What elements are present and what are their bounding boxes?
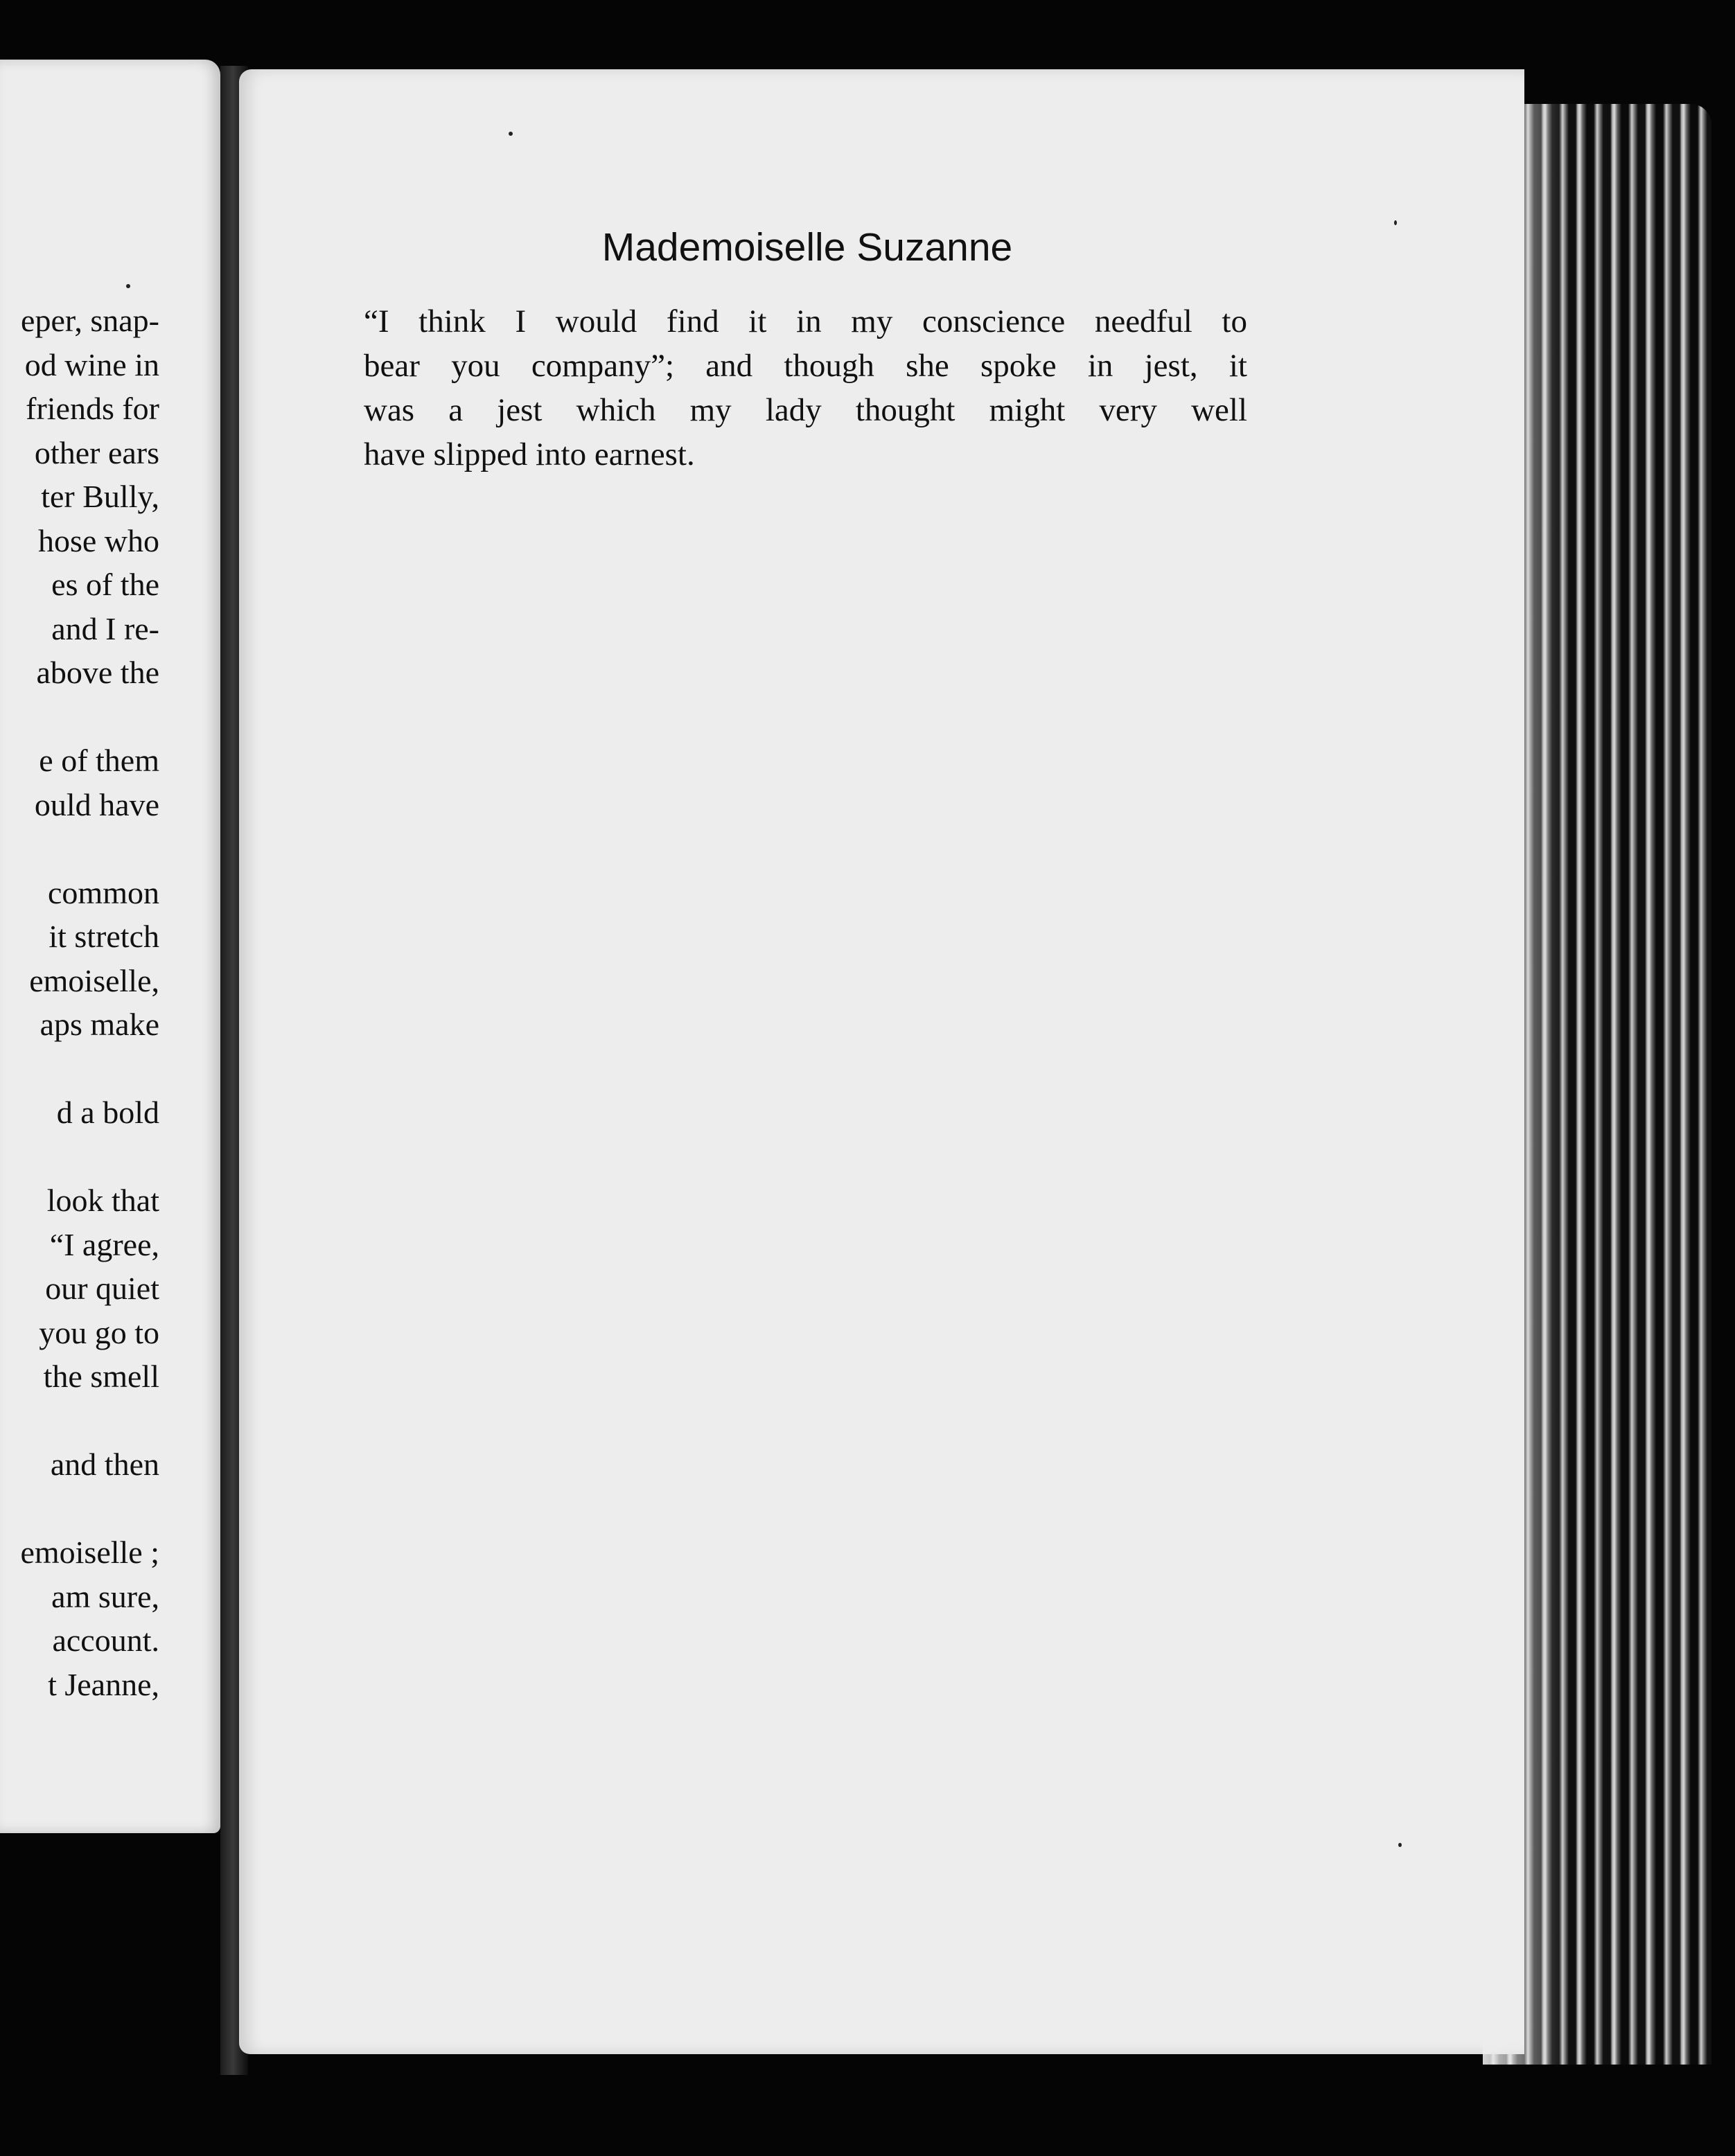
text-line: was a jest which my lady thought might very well bbox=[364, 392, 1247, 428]
text-line: d a bold bbox=[56, 1095, 159, 1130]
text-line: have slipped into earnest. bbox=[364, 436, 695, 472]
text-line: od wine in bbox=[24, 346, 159, 382]
dust-speck bbox=[1394, 220, 1397, 225]
text-line: friends for bbox=[26, 391, 159, 426]
previous-page bbox=[0, 60, 220, 1833]
text-line bbox=[0, 827, 159, 871]
text-line: emoiselle, bbox=[29, 962, 159, 998]
text-line bbox=[0, 695, 159, 739]
text-line: “I agree, bbox=[49, 1226, 159, 1262]
text-line: hose who bbox=[37, 522, 159, 558]
text-line: our quiet bbox=[45, 1271, 159, 1306]
dust-speck bbox=[509, 132, 513, 136]
text-line: above the bbox=[36, 655, 159, 690]
text-line: other ears bbox=[34, 434, 159, 470]
text-line: ter Bully, bbox=[41, 479, 159, 514]
dust-speck bbox=[1398, 1843, 1402, 1847]
page-body-text bbox=[364, 299, 1247, 477]
text-line: account. bbox=[52, 1623, 159, 1658]
text-line: eper, snap- bbox=[21, 303, 159, 338]
text-line bbox=[0, 1135, 159, 1179]
text-line: emoiselle ; bbox=[20, 1535, 159, 1570]
text-line: and I re- bbox=[51, 610, 159, 646]
text-line: ould have bbox=[34, 786, 159, 822]
text-line: the smell bbox=[43, 1359, 159, 1394]
running-title: Mademoiselle Suzanne bbox=[601, 225, 1013, 270]
text-line bbox=[0, 1047, 159, 1091]
previous-page-text bbox=[0, 299, 159, 1706]
text-line: it stretch bbox=[49, 919, 159, 954]
text-line: look that bbox=[46, 1183, 159, 1218]
dust-speck bbox=[126, 284, 130, 288]
text-line: es of the bbox=[51, 567, 159, 602]
text-line: common bbox=[48, 874, 159, 910]
text-line: “I think I would find it in my conscience needful to bbox=[364, 303, 1247, 339]
text-line: e of them bbox=[39, 743, 159, 778]
text-line bbox=[0, 1487, 159, 1531]
page-edge-shading bbox=[1483, 104, 1566, 2065]
text-line bbox=[0, 1399, 159, 1443]
text-line: you go to bbox=[39, 1314, 159, 1350]
text-line: t Jeanne, bbox=[48, 1666, 159, 1702]
text-line: bear you company”; and though she spoke in jest, it bbox=[364, 348, 1247, 384]
text-line: and then bbox=[50, 1447, 159, 1482]
text-line: am sure, bbox=[51, 1578, 159, 1614]
text-line: aps make bbox=[39, 1007, 159, 1042]
